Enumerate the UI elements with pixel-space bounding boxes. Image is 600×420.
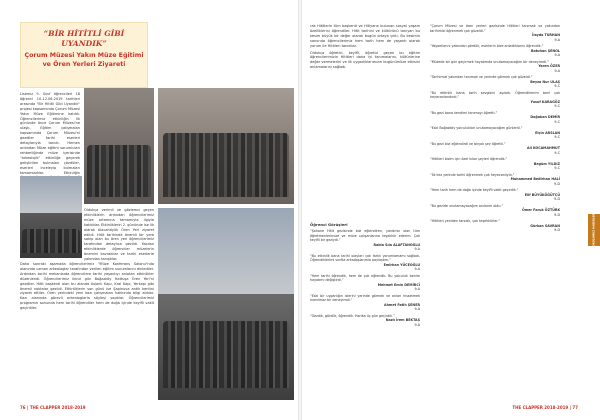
page-number-right: THE CLAPPER 2018-2019 | 77 (512, 405, 578, 410)
opinion-author: Muhammed Bedirhan HALİ (510, 177, 560, 181)
opinion-class: 9-C (554, 150, 560, 155)
opinion-quote: “İlk kez yerinde tarihi öğrenmek çok heyecanlıydı.” (430, 172, 515, 177)
right-page (302, 0, 600, 420)
opinion-entry (430, 111, 560, 125)
opinion-entry (430, 44, 560, 58)
article-subtitle: Çorum Müzesi Yakın Müze Eğitimi ve Ören Yerleri Ziyareti (24, 52, 144, 68)
opinion-class: 9-A (414, 287, 420, 291)
opinion-quote: “Bu gezide unutamayacağım anılarım oldu.” (430, 203, 504, 208)
opinion-quote: “Hititleri yeniden tanıdık, çok teşekkürler.” (430, 219, 501, 223)
group-photo-site (158, 208, 294, 400)
opinion-entry (430, 60, 560, 74)
opinion-entry (430, 142, 560, 156)
group-photo-lecture-hall (158, 88, 294, 204)
left-column-2-paragraph: Oldukça verimli ve gözlemci geçen etkinliklerin ardından öğrencilerimiz müze ortamına tamamıyla ilgiyle katıldılar. Etkinliklerin 2. gününde ise ilk olarak Alacahöyük Ören Yeri ziyaret edildi. Hitit tarihinde önemli bir yere sahip olan bu ören yeri öğrencilerimiz tarafından detaylıca gezildi. Yapılan etkinliklerde öğrenciler müzelerin önemini kavradılar ve tarihi eserlerle yakından tanıştılar. (84, 208, 154, 262)
opinion-quote: “Bu gezi bana kendimi tanımayı öğretti.” (430, 110, 498, 115)
article-title-box (20, 22, 148, 88)
opinions-column-2 (430, 24, 560, 410)
article-title: “BİR HİTİTLİ GİBİ UYANDIK” (43, 29, 125, 48)
opinion-class: 9-A (414, 322, 420, 327)
opinion-entry (430, 75, 560, 89)
opinion-quote: “Eski Boğazköy yolculukları unutamayacağım günlerdi.” (430, 126, 523, 130)
opinion-author: Yaren ÖZER (538, 64, 560, 68)
opinion-author: Ömer Faruk ÖZTÜRK (521, 208, 560, 212)
left-page (0, 0, 298, 420)
opinion-author: Ahmet Fatih ŞENER (384, 302, 420, 307)
opinion-quote: “Yaşamlarını yakından gördük, eserlerin bize anlattıklarını öğrendik.” (430, 44, 544, 48)
opinion-quote: “Hititleri bizim için özel kılan şeyleri öğrendik.” (430, 157, 508, 161)
opinion-entry (430, 204, 560, 218)
opinion-author: Rabia Sıla ALAFTANOĞLU (373, 242, 420, 247)
opinion-class: 9-C (554, 84, 560, 88)
opinion-author: Emirhan YÜCEOĞLU (383, 262, 420, 267)
page-number-left: 76 | THE CLAPPER 2018-2019 (20, 405, 86, 410)
opinion-class: 9-A (414, 247, 420, 251)
opinion-author: Begüm YILDIZ (533, 161, 560, 166)
section-tab-label: OKULUMUZ HABERLER (592, 213, 596, 247)
opinion-entry (430, 126, 560, 140)
opinion-class: 9-A (414, 307, 420, 311)
opinion-class: 9-D (554, 197, 560, 201)
opinion-entry (430, 91, 560, 109)
opinion-entry (430, 157, 560, 171)
opinion-quote: “Eski bir uygarlığın izlerini yerinde görmek ve onları hissetmek inanılmaz bir deneyimdi.” (310, 293, 420, 302)
opinion-entry (430, 219, 560, 233)
opinion-quote: “Hem tarih hem de doğa içinde keyifli vakit geçirdik.” (430, 188, 519, 192)
left-bottom-paragraph: Daha sonraki aşamada öğrencilerimiz "Müze Konferans Salonu"nda alanında uzman arkeologlar tarafından verilen eğitim sunumlarını dinlediler. Ardından tarihi mekanlarda öğrencilere tarihi yaşantıyı anlatan etkinlikler düzenlendi. Öğrencilerimiz ikinci gün Boğazköy Hattuşa Ören Yeri'ni gezdiler. Hitit başkenti olan bu alanda Aslanlı Kapı, Kral Kapı, Yerkapı gibi önemli noktalar gezildi. Etkinliklerin son günü ise Şapinuva antik kentini ziyaret ettiler. Ören yerindeki yeni kazı çalışmaları hakkında bilgi aldılar. Kazı alanında görevli arkeologlarla söyleşi yaptılar. Öğrencilerimiz programın sonunda hem tarihi öğrendiler hem de doğa içinde keyifli vakit geçirdiler. (20, 262, 154, 311)
right-column-1-paragraph-1: rak Hititlerin tüm başkenti ve Hitiyane bulunan sosyal yaşam özelliklerini öğrendiler. Hitit tarihini ve kültürünü tanıyan bu kesim büyük bir değer olarak bugün ortaya çıktı. Bu kesimin sonunda öğrencilerimiz hem tarih hem de yaşantı olarak yorum ile Hititleri tanıdılar. (310, 24, 420, 48)
opinion-author: Yusuf KARAGÖZ (530, 99, 560, 104)
opinion-entry (310, 229, 420, 252)
opinion-entry (310, 294, 420, 312)
opinion-class: 9-A (554, 53, 560, 57)
left-bottom-text (20, 262, 154, 402)
opinion-quote: “Bu etkinlik bana tarihi olayları çok farklı yorumlamamı sağladı. Öğrendiklerimi sınıfta arkadaşlarımla paylaştım.” (310, 253, 420, 262)
opinions-column-1 (310, 229, 420, 409)
opinion-quote: “Bu gezi bizi eğlendirdi ve birçok şey öğretti.” (430, 141, 506, 146)
opinion-class: 9-C (554, 135, 560, 139)
opinion-class: 9-D (554, 181, 560, 186)
opinion-quote: “Şahane Hitit gezisinde bizi eğlendiren, yardımcı olan tüm öğretmenlerimize ve müze çalışanlarına teşekkür ederim. Çok keyifli bir geziydi.” (310, 229, 420, 242)
opinion-quote: “Gezdik, gördük, öğrendik. Harika üç gün geçirdik.” (310, 313, 395, 318)
opinion-class: 9-C (554, 166, 560, 170)
right-column-1-paragraph-2: Oldukça öğretici, keyifli, öğretici geçen bu eğitim öğrencilerimizin Hititleri daha iyi tanımalarını, kültürlerine değer vermelerini ve ilk uygarlıklarımızın bugünümüze etkisini anlamalarını sağladı. (310, 50, 420, 70)
intro-text (20, 92, 80, 175)
opinion-author: Nazlı İrem BEKTAŞ (385, 318, 420, 322)
opinion-entry (310, 314, 420, 328)
opinion-quote: “Bu etkinlik bana tarih sevgisini aşıladı. Öğrendiklerim beni çok heyecanlandırdı.” (430, 90, 560, 99)
opinion-class: 9-A (414, 267, 420, 271)
group-photo-ruins (20, 176, 82, 258)
opinion-entry (430, 173, 560, 187)
opinion-quote: “Tarihimizi yakından tanımak ve yerinde görmek çok güzeldi.” (430, 75, 533, 79)
student-opinions-heading: Öğrenci Görüşleri (310, 222, 348, 227)
opinion-entry (310, 254, 420, 272)
opinion-class: 9-D (554, 212, 560, 217)
opinion-entry (430, 24, 560, 42)
opinion-class: 9-C (554, 119, 560, 124)
opinion-author: Gürkan SAVRAN (530, 223, 560, 228)
left-column-2-text (84, 208, 154, 260)
opinion-author: İlayda TURHAN (532, 33, 560, 37)
opinion-class: 9-C (554, 104, 560, 108)
opinion-class: 9-D (554, 228, 560, 232)
group-photo-museum-entrance (84, 88, 154, 204)
opinion-author: Doğukan DEMİR (530, 115, 560, 119)
opinion-author: Elçin ARSLAN (535, 130, 560, 135)
intro-paragraph: Lisemiz 9. Sınıf öğrencileri 18 öğrenci 10-12.06.2019 tarihleri arasında "Bir Hititli Gibi Uyandık" projesi kapsamında Çorum Müzesi Yakın Müze Eğitimine katıldı. Öğrencilerimiz etkinliğin ilk gününde önce Çorum Müzesi'ne ulaştı. Eğitim çalışmaları kapsamında Çorum Müzesi'ni gezdiler tarihi eserleri detaylarıyla tanıdı. Hemen ardından Müze eğitim sorumluları rehberliğinde müze içerisinde "arkeolojik" etkinliğe geçerek geliştirilen bulmaları çözdüler, eserleri inceleyip bulmaları tamamladılar. Etkinliğin (20, 92, 80, 175)
opinion-entry (430, 188, 560, 202)
opinion-entry (310, 274, 420, 292)
opinion-quote: “Çorum Müzesi ve ören yerleri gezisinde Hititleri tanımak ve yakından tarihimizi öğrenmek çok güzeldi.” (430, 24, 560, 33)
opinion-author: Ali KOCAMAHMUT (527, 146, 560, 150)
opinion-quote: “Müzede bir gün geçirmek hayatımda unutamayacağım bir deneyimdi.” (430, 59, 549, 64)
opinion-author: Batuhan ŞENOL (530, 48, 560, 53)
section-tab (588, 214, 600, 246)
opinion-author: Elif BÜYÜKÖĞÜTÇÜ (524, 192, 560, 197)
right-column-1-text (310, 24, 420, 72)
opinion-author: Beyza Nur ULAŞ (530, 79, 560, 84)
opinion-class: 9-A (554, 37, 560, 42)
opinion-quote: “Hem tarihi öğrendik, hem de çok eğlendik. Bu yolculuk benim hayatımı değiştirdi.” (310, 273, 420, 282)
opinion-class: 9-A (554, 68, 560, 73)
opinion-author: Mehmet Emin DEMİRCİ (377, 282, 420, 287)
